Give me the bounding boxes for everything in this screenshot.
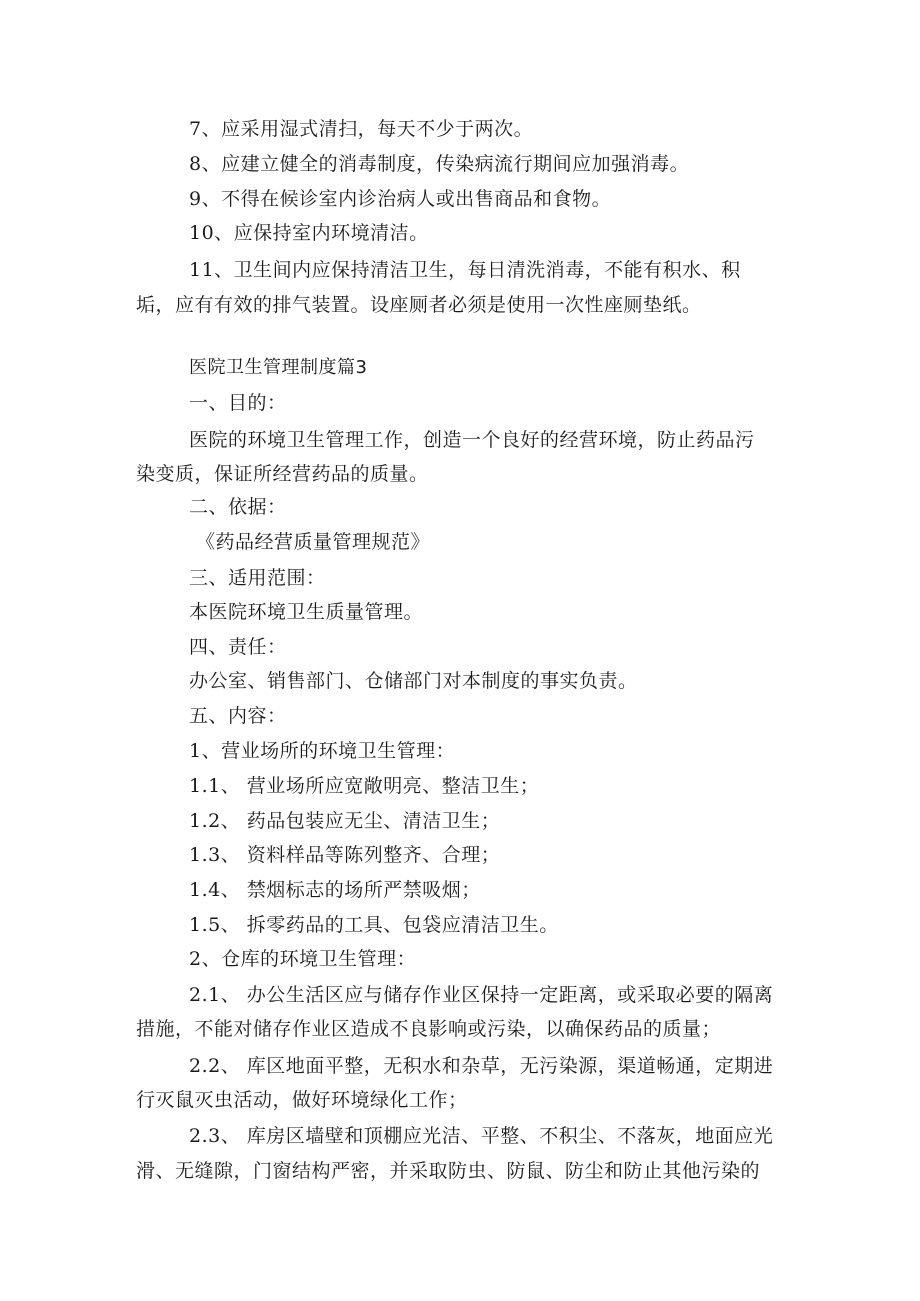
text-line: 2、仓库的环境卫生管理：	[189, 948, 417, 970]
text-line: 1.5、 拆零药品的工具、包袋应清洁卫生。	[189, 914, 559, 936]
text-line: 10、应保持室内环境清洁。	[189, 222, 429, 244]
section-heading: 医院卫生管理制度篇3	[189, 357, 368, 378]
text-line: 二、依据：	[189, 496, 287, 518]
text-line: 一、目的：	[189, 392, 287, 414]
text-line: 11、卫生间内应保持清洁卫生，每日清洗消毒，不能有积水、积	[189, 259, 741, 281]
text-line: 2.2、 库区地面平整，无积水和杂草，无污染源，渠道畅通，定期进	[189, 1055, 774, 1077]
text-line: 措施，不能对储存作业区造成不良影响或污染，以确保药品的质量；	[136, 1018, 722, 1040]
text-line: 1、营业场所的环境卫生管理：	[189, 740, 456, 762]
text-line: 2.3、 库房区墙壁和顶棚应光洁、平整、不积尘、不落灰，地面应光	[189, 1125, 774, 1147]
text-line: 行灭鼠灭虫活动，做好环境绿化工作；	[136, 1089, 468, 1111]
text-line: 8、应建立健全的消毒制度，传染病流行期间应加强消毒。	[189, 153, 690, 175]
text-line: 办公室、销售部门、仓储部门对本制度的事实负责。	[189, 670, 638, 692]
text-line: 垢，应有有效的排气装置。设座厕者必须是使用一次性座厕垫纸。	[136, 294, 702, 316]
text-line: 医院的环境卫生管理工作，创造一个良好的经营环境，防止药品污	[189, 429, 755, 451]
text-line: 7、应采用湿式清扫，每天不少于两次。	[189, 118, 534, 140]
text-line: 滑、无缝隙，门窗结构严密，并采取防虫、防鼠、防尘和防止其他污染的	[136, 1160, 761, 1182]
text-line: 1.1、 营业场所应宽敞明亮、整洁卫生；	[189, 775, 540, 797]
text-line: 三、适用范围：	[189, 567, 326, 589]
text-line: 本医院环境卫生质量管理。	[189, 601, 424, 623]
text-line: 1.2、 药品包装应无尘、清洁卫生；	[189, 810, 501, 832]
text-line: 9、不得在候诊室内诊治病人或出售商品和食物。	[189, 188, 612, 210]
text-line: 1.3、 资料样品等陈列整齐、合理；	[189, 844, 501, 866]
text-line: 五、内容：	[189, 705, 287, 727]
text-line: 四、责任：	[189, 636, 287, 658]
text-line: 染变质，保证所经营药品的质量。	[136, 463, 429, 485]
text-line: 1.4、 禁烟标志的场所严禁吸烟；	[189, 879, 481, 901]
text-line: 2.1、 办公生活区应与储存作业区保持一定距离，或采取必要的隔离	[189, 984, 774, 1006]
text-line: 《药品经营质量管理规范》	[196, 531, 431, 553]
